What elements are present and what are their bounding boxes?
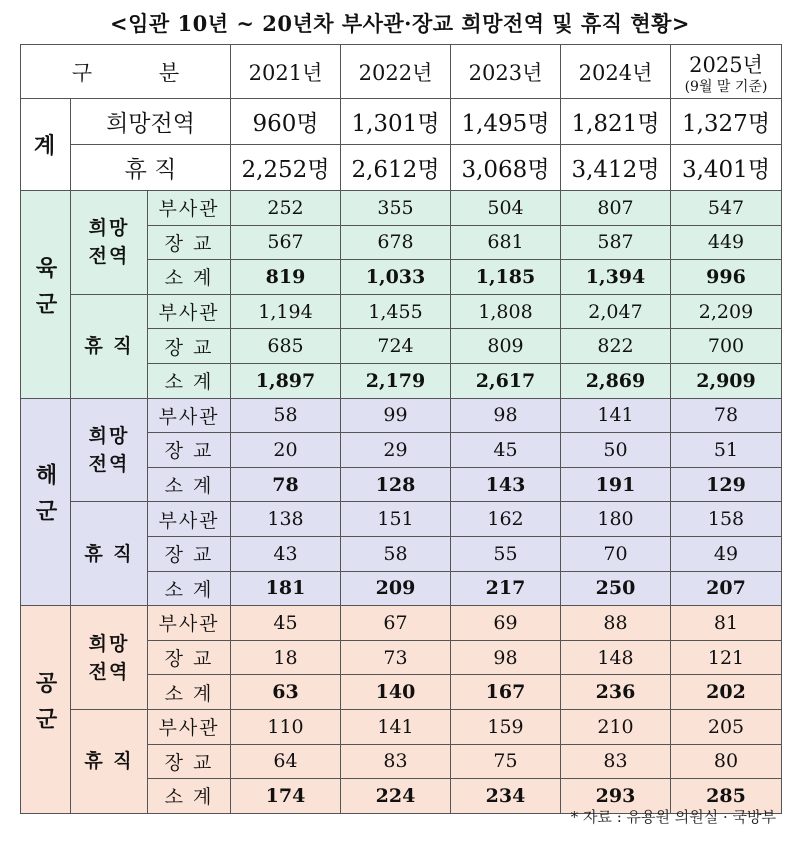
category-header: 구 분 [21, 45, 231, 99]
total-label: 계 [21, 99, 71, 191]
data-cell: 83 [341, 744, 451, 779]
row-label-officer: 장 교 [148, 744, 231, 779]
branch-name-army [21, 191, 71, 399]
row-label-nco: 부사관 [148, 502, 231, 537]
data-cell: 148 [561, 640, 671, 675]
year-header [561, 45, 671, 99]
data-cell: 181 [231, 571, 341, 606]
data-cell: 1,455 [341, 294, 451, 329]
total-leave-cell: 3,068명 [451, 145, 561, 191]
data-cell: 1,897 [231, 363, 341, 398]
year-header [231, 45, 341, 99]
row-label-officer: 장 교 [148, 329, 231, 364]
data-cell: 252 [231, 191, 341, 226]
data-cell: 217 [451, 571, 561, 606]
data-cell: 64 [231, 744, 341, 779]
row-label-nco: 부사관 [148, 191, 231, 226]
total-discharge-cell: 960명 [231, 99, 341, 145]
year-label: 2022년 [358, 60, 433, 85]
data-cell: 678 [341, 225, 451, 260]
branch-row-navy-leave-nco [21, 502, 782, 537]
year-header [341, 45, 451, 99]
row-label-subtotal: 소 계 [148, 260, 231, 295]
data-cell: 129 [671, 467, 782, 502]
total-discharge-cell: 1,327명 [671, 99, 782, 145]
row-label-nco: 부사관 [148, 398, 231, 433]
group-label-leave: 휴 직 [71, 709, 148, 813]
branch-row-navy-discharge-nco [21, 398, 782, 433]
year-label: 2025년 [689, 52, 763, 77]
data-cell: 1,033 [341, 260, 451, 295]
row-label-officer: 장 교 [148, 640, 231, 675]
group-label-discharge: 희망 전역 [71, 191, 148, 295]
data-cell: 83 [561, 744, 671, 779]
row-label-subtotal: 소 계 [148, 363, 231, 398]
total-discharge-row [21, 99, 782, 145]
row-label-nco: 부사관 [148, 294, 231, 329]
data-cell: 29 [341, 433, 451, 468]
data-cell: 587 [561, 225, 671, 260]
group-label-discharge: 희망 전역 [71, 606, 148, 710]
data-cell: 174 [231, 779, 341, 814]
total-leave-cell: 3,401명 [671, 145, 782, 191]
data-cell: 207 [671, 571, 782, 606]
branch-row-army-leave-nco [21, 294, 782, 329]
data-cell: 2,047 [561, 294, 671, 329]
data-cell: 58 [231, 398, 341, 433]
data-cell: 234 [451, 779, 561, 814]
data-cell: 88 [561, 606, 671, 641]
row-label-officer: 장 교 [148, 433, 231, 468]
data-cell: 293 [561, 779, 671, 814]
group-label-leave: 휴 직 [71, 502, 148, 606]
data-cell: 158 [671, 502, 782, 537]
data-cell: 128 [341, 467, 451, 502]
data-cell: 45 [451, 433, 561, 468]
data-cell: 141 [341, 709, 451, 744]
row-label-subtotal: 소 계 [148, 571, 231, 606]
data-cell: 81 [671, 606, 782, 641]
row-label-subtotal: 소 계 [148, 467, 231, 502]
data-cell: 98 [451, 398, 561, 433]
data-cell: 809 [451, 329, 561, 364]
branch-label: 해군 [32, 463, 58, 536]
data-cell: 996 [671, 260, 782, 295]
data-cell: 567 [231, 225, 341, 260]
data-cell: 2,209 [671, 294, 782, 329]
data-cell: 69 [451, 606, 561, 641]
data-cell: 78 [231, 467, 341, 502]
data-cell: 2,179 [341, 363, 451, 398]
data-cell: 724 [341, 329, 451, 364]
year-note: (9월 말 기준) [684, 78, 768, 95]
data-cell: 1,194 [231, 294, 341, 329]
data-cell: 159 [451, 709, 561, 744]
data-cell: 55 [451, 536, 561, 571]
data-cell: 51 [671, 433, 782, 468]
data-cell: 685 [231, 329, 341, 364]
statistics-table [20, 44, 782, 814]
total-leave-row [21, 145, 782, 191]
data-cell: 1,808 [451, 294, 561, 329]
data-cell: 75 [451, 744, 561, 779]
data-cell: 224 [341, 779, 451, 814]
header-row [21, 45, 782, 99]
branch-label: 육군 [32, 255, 58, 328]
data-cell: 63 [231, 675, 341, 710]
data-cell: 162 [451, 502, 561, 537]
data-cell: 285 [671, 779, 782, 814]
group-label-discharge: 희망 전역 [71, 398, 148, 502]
table-title: <임관 10년 ~ 20년차 부사관·장교 희망전역 및 휴직 현황> [110, 11, 690, 36]
data-cell: 2,869 [561, 363, 671, 398]
branch-row-army-discharge-nco [21, 191, 782, 226]
branch-name-navy [21, 398, 71, 606]
row-label-subtotal: 소 계 [148, 675, 231, 710]
data-cell: 58 [341, 536, 451, 571]
year-header [451, 45, 561, 99]
total-leave-cell: 3,412명 [561, 145, 671, 191]
branch-label: 공군 [32, 670, 58, 743]
data-cell: 70 [561, 536, 671, 571]
data-cell: 449 [671, 225, 782, 260]
data-cell: 819 [231, 260, 341, 295]
data-cell: 2,617 [451, 363, 561, 398]
data-cell: 1,394 [561, 260, 671, 295]
row-label-nco: 부사관 [148, 709, 231, 744]
data-cell: 807 [561, 191, 671, 226]
data-cell: 78 [671, 398, 782, 433]
group-label-leave: 휴 직 [71, 294, 148, 398]
data-cell: 20 [231, 433, 341, 468]
source-note: * 자료 : 유용원 의원실 · 국방부 [570, 808, 776, 826]
data-cell: 141 [561, 398, 671, 433]
total-leave-cell: 2,612명 [341, 145, 451, 191]
total-discharge-cell: 1,821명 [561, 99, 671, 145]
row-label-subtotal: 소 계 [148, 779, 231, 814]
data-cell: 2,909 [671, 363, 782, 398]
data-cell: 202 [671, 675, 782, 710]
data-cell: 822 [561, 329, 671, 364]
data-cell: 73 [341, 640, 451, 675]
data-cell: 138 [231, 502, 341, 537]
data-cell: 67 [341, 606, 451, 641]
total-discharge-cell: 1,495명 [451, 99, 561, 145]
data-cell: 1,185 [451, 260, 561, 295]
total-discharge-cell: 1,301명 [341, 99, 451, 145]
data-cell: 504 [451, 191, 561, 226]
data-cell: 209 [341, 571, 451, 606]
row-label-nco: 부사관 [148, 606, 231, 641]
data-cell: 191 [561, 467, 671, 502]
data-cell: 18 [231, 640, 341, 675]
year-label: 2021년 [248, 60, 323, 85]
branch-name-airforce [21, 606, 71, 814]
data-cell: 110 [231, 709, 341, 744]
total-discharge-label: 희망전역 [71, 99, 231, 145]
data-cell: 43 [231, 536, 341, 571]
data-cell: 151 [341, 502, 451, 537]
data-cell: 250 [561, 571, 671, 606]
data-cell: 205 [671, 709, 782, 744]
data-cell: 99 [341, 398, 451, 433]
data-cell: 180 [561, 502, 671, 537]
year-label: 2023년 [468, 60, 543, 85]
total-leave-cell: 2,252명 [231, 145, 341, 191]
data-cell: 98 [451, 640, 561, 675]
data-cell: 80 [671, 744, 782, 779]
row-label-officer: 장 교 [148, 225, 231, 260]
branch-row-airforce-discharge-nco [21, 606, 782, 641]
data-cell: 50 [561, 433, 671, 468]
data-cell: 236 [561, 675, 671, 710]
total-leave-label: 휴 직 [71, 145, 231, 191]
data-cell: 49 [671, 536, 782, 571]
data-cell: 547 [671, 191, 782, 226]
year-label: 2024년 [578, 60, 653, 85]
data-cell: 121 [671, 640, 782, 675]
data-cell: 355 [341, 191, 451, 226]
data-cell: 681 [451, 225, 561, 260]
data-cell: 143 [451, 467, 561, 502]
data-cell: 45 [231, 606, 341, 641]
year-header [671, 45, 782, 99]
row-label-officer: 장 교 [148, 536, 231, 571]
data-cell: 210 [561, 709, 671, 744]
data-cell: 700 [671, 329, 782, 364]
branch-row-airforce-leave-nco [21, 709, 782, 744]
data-cell: 167 [451, 675, 561, 710]
data-cell: 140 [341, 675, 451, 710]
